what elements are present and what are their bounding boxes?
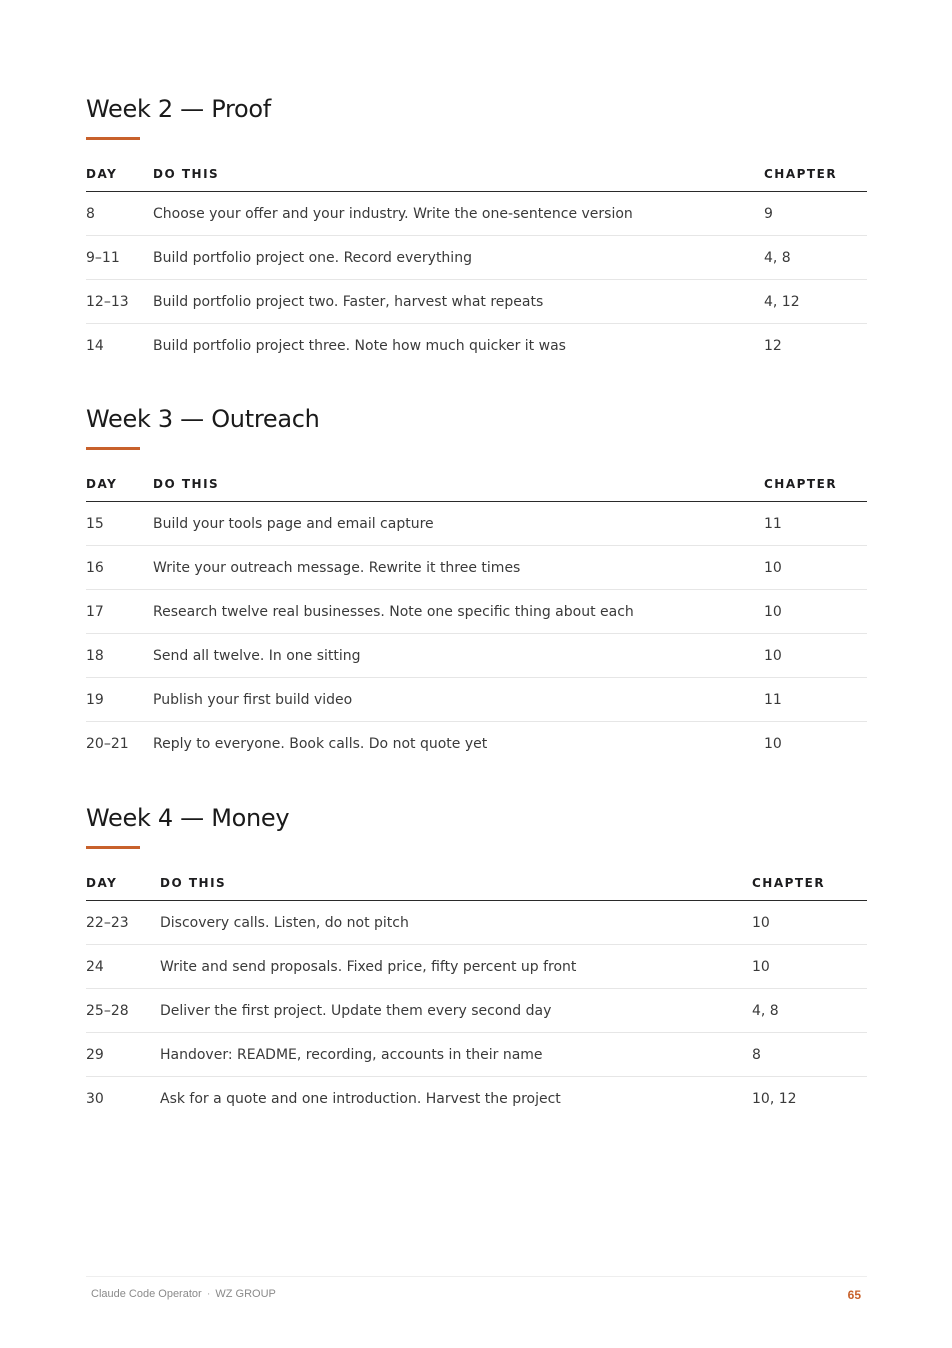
chapter-cell: 10 [752,945,867,989]
chapter-cell: 10 [752,901,867,945]
column-header-task: DO THIS [153,166,764,192]
chapter-cell: 12 [764,337,782,354]
table-row [86,590,867,634]
title-accent-bar [86,137,140,140]
column-header-day: DAY [86,166,153,192]
day-cell: 25–28 [86,989,160,1033]
chapter-cell: 11 [764,502,867,546]
chapter-cell: 9 [764,192,867,236]
day-cell: 22–23 [86,901,160,945]
task-cell: Handover: README, recording, accounts in their name [160,1033,752,1077]
task-cell: Reply to everyone. Book calls. Do not quote yet [153,735,488,752]
task-cell: Build portfolio project three. Note how much quicker it was [153,337,566,354]
task-cell: Ask for a quote and one introduction. Harvest the project [160,1090,561,1107]
day-cell: 29 [86,1033,160,1077]
table-header-row [86,875,867,901]
schedule-table [86,476,867,765]
chapter-cell: 10 [764,634,867,678]
task-cell: Send all twelve. In one sitting [153,634,764,678]
chapter-cell: 10, 12 [752,1090,797,1107]
chapter-cell: 4, 8 [752,989,867,1033]
footer-book-title: Claude Code Operator [91,1288,202,1300]
column-header-day: DAY [86,476,153,502]
section-title: Week 2 — Proof [86,95,271,123]
column-header-day: DAY [86,875,160,901]
footer-publisher: WZ GROUP [215,1288,276,1300]
day-cell: 15 [86,502,153,546]
table-row [86,192,867,236]
table-row [86,1033,867,1077]
footer-credits [91,1288,276,1300]
task-cell: Build portfolio project two. Faster, harvest what repeats [153,280,764,324]
chapter-cell: 4, 12 [764,280,867,324]
chapter-cell: 10 [764,546,867,590]
page-number: 65 [847,1288,861,1302]
column-header-task: DO THIS [160,875,752,901]
day-cell: 20–21 [86,735,129,752]
page-footer [86,1276,867,1313]
table-row [86,502,867,546]
table-row [86,678,867,722]
table-row [86,901,867,945]
task-cell: Write your outreach message. Rewrite it three times [153,546,764,590]
table-row [86,989,867,1033]
section-title: Week 4 — Money [86,804,290,832]
day-cell: 17 [86,590,153,634]
week-4-section [86,803,867,1120]
day-cell: 8 [86,192,153,236]
column-header-chapter: CHAPTER [764,476,867,502]
schedule-table [86,166,867,367]
table-row [86,236,867,280]
day-cell: 14 [86,337,104,354]
section-title: Week 3 — Outreach [86,405,320,433]
table-row [86,722,867,766]
title-accent-bar [86,447,140,450]
column-header-task: DO THIS [153,476,764,502]
day-cell: 9–11 [86,236,153,280]
day-cell: 18 [86,634,153,678]
table-row [86,324,867,368]
task-cell: Deliver the first project. Update them every second day [160,989,752,1033]
week-3-section [86,404,867,765]
column-header-chapter: CHAPTER [752,875,867,901]
table-header-row [86,476,867,502]
table-row [86,546,867,590]
chapter-cell: 4, 8 [764,236,867,280]
week-2-section [86,94,867,367]
day-cell: 12–13 [86,280,153,324]
task-cell: Build portfolio project one. Record everything [153,236,764,280]
task-cell: Publish your first build video [153,678,764,722]
day-cell: 24 [86,945,160,989]
task-cell: Write and send proposals. Fixed price, fifty percent up front [160,945,752,989]
table-row [86,634,867,678]
day-cell: 30 [86,1090,104,1107]
chapter-cell: 11 [764,678,867,722]
table-row [86,280,867,324]
footer-separator: · [206,1288,211,1300]
chapter-cell: 10 [764,735,782,752]
schedule-table [86,875,867,1120]
task-cell: Build your tools page and email capture [153,502,764,546]
task-cell: Choose your offer and your industry. Write the one-sentence version [153,192,764,236]
table-row [86,945,867,989]
chapter-cell: 10 [764,590,867,634]
day-cell: 16 [86,546,153,590]
chapter-cell: 8 [752,1033,867,1077]
day-cell: 19 [86,678,153,722]
task-cell: Research twelve real businesses. Note one specific thing about each [153,590,764,634]
table-header-row [86,166,867,192]
task-cell: Discovery calls. Listen, do not pitch [160,901,752,945]
column-header-chapter: CHAPTER [764,166,867,192]
title-accent-bar [86,846,140,849]
table-row [86,1077,867,1121]
